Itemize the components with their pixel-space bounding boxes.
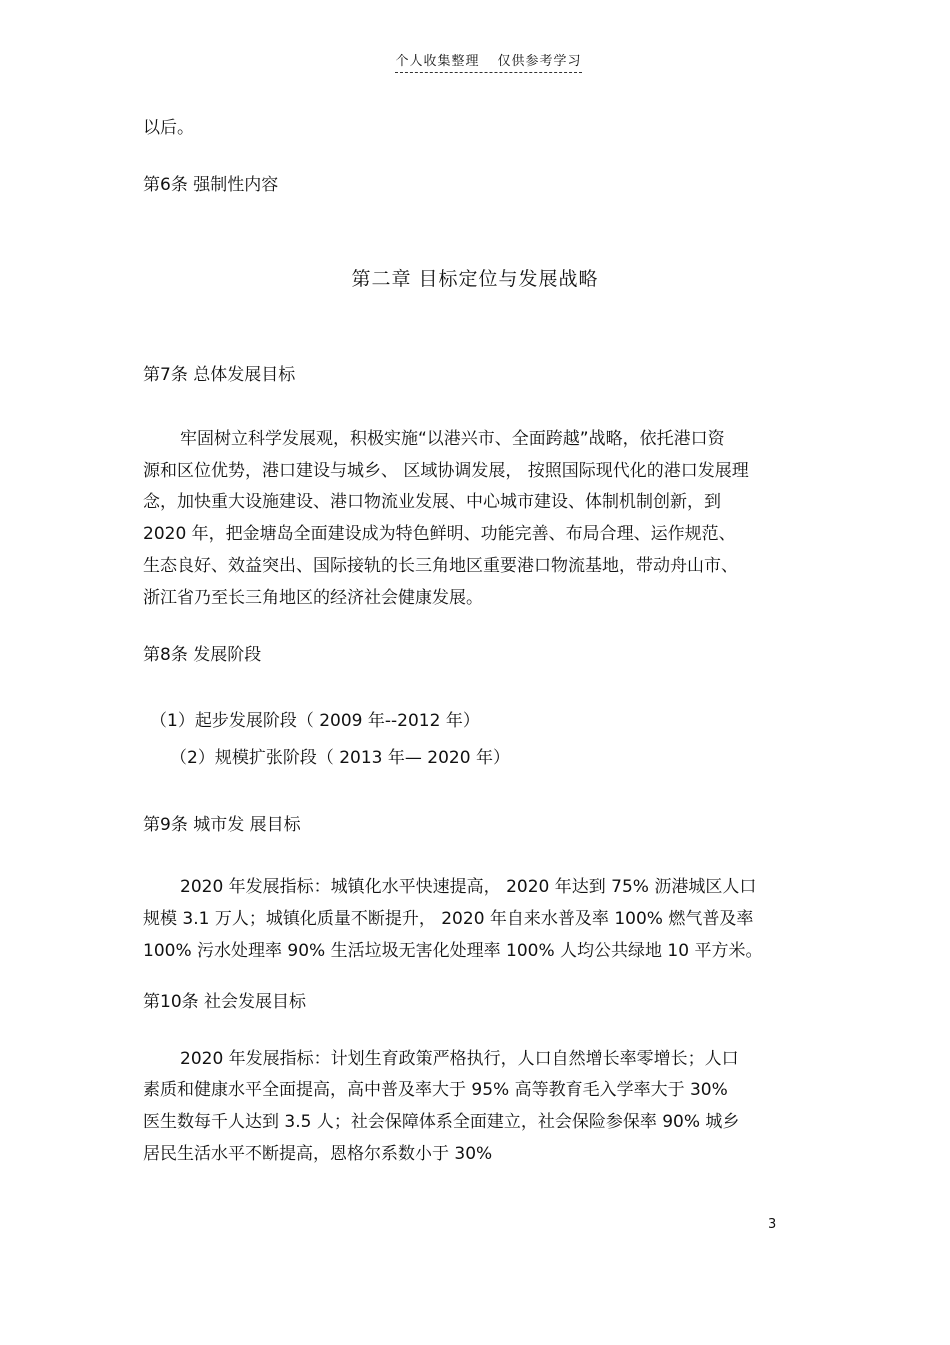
chapter-title: 第二章 目标定位与发展战略 xyxy=(351,268,599,290)
stage-item-2: （2）规模扩张阶段（ 2013 年— 2020 年） xyxy=(170,748,510,768)
paragraph-line: 2020 年发展指标：城镇化水平快速提高， 2020 年达到 75% 沥港城区人口 xyxy=(180,877,757,897)
article-10-heading: 第10条 社会发展目标 xyxy=(143,992,307,1012)
paragraph-line: 念，加快重大设施建设、港口物流业发展、中心城市建设、体制机制创新，到 xyxy=(143,492,721,512)
paragraph-line: 100% 污水处理率 90% 生活垃圾无害化处理率 100% 人均公共绿地 10 平方米。 xyxy=(143,941,763,961)
paragraph-line: 牢固树立科学发展观，积极实施“以港兴市、全面跨越”战略，依托港口资 xyxy=(180,429,725,449)
article-7-heading: 第7条 总体发展目标 xyxy=(143,365,296,385)
text-line: 以后。 xyxy=(143,118,194,138)
paragraph-line: 生态良好、效益突出、国际接轨的长三角地区重要港口物流基地，带动舟山市、 xyxy=(143,556,738,576)
stage-item-1: （1）起步发展阶段（ 2009 年--2012 年） xyxy=(150,711,480,731)
paragraph-line: 2020 年，把金塘岛全面建设成为特色鲜明、功能完善、布局合理、运作规范、 xyxy=(143,524,736,544)
article-8-heading: 第8条 发展阶段 xyxy=(143,645,262,665)
page-header xyxy=(395,50,582,73)
paragraph-line: 素质和健康水平全面提高，高中普及率大于 95% 高等教育毛入学率大于 30% xyxy=(143,1080,728,1100)
paragraph-line: 医生数每千人达到 3.5 人；社会保障体系全面建立，社会保险参保率 90% 城乡 xyxy=(143,1112,740,1132)
paragraph-line: 浙江省乃至长三角地区的经济社会健康发展。 xyxy=(143,588,483,608)
article-9-heading: 第9条 城市发 展目标 xyxy=(143,815,301,835)
paragraph-line: 居民生活水平不断提高，恩格尔系数小于 30% xyxy=(143,1144,493,1164)
paragraph-line: 源和区位优势，港口建设与城乡、 区域协调发展， 按照国际现代化的港口发展理 xyxy=(143,461,749,481)
paragraph-line: 规模 3.1 万人；城镇化质量不断提升， 2020 年自来水普及率 100% 燃气普及率 xyxy=(143,909,754,929)
paragraph-line: 2020 年发展指标：计划生育政策严格执行，人口自然增长率零增长；人口 xyxy=(180,1049,739,1069)
article-6-heading: 第6条 强制性内容 xyxy=(143,175,279,195)
header-right-text: 仅供参考学习 xyxy=(497,54,582,69)
page-number: 3 xyxy=(768,1217,777,1232)
header-left-text: 个人收集整理 xyxy=(395,54,480,69)
